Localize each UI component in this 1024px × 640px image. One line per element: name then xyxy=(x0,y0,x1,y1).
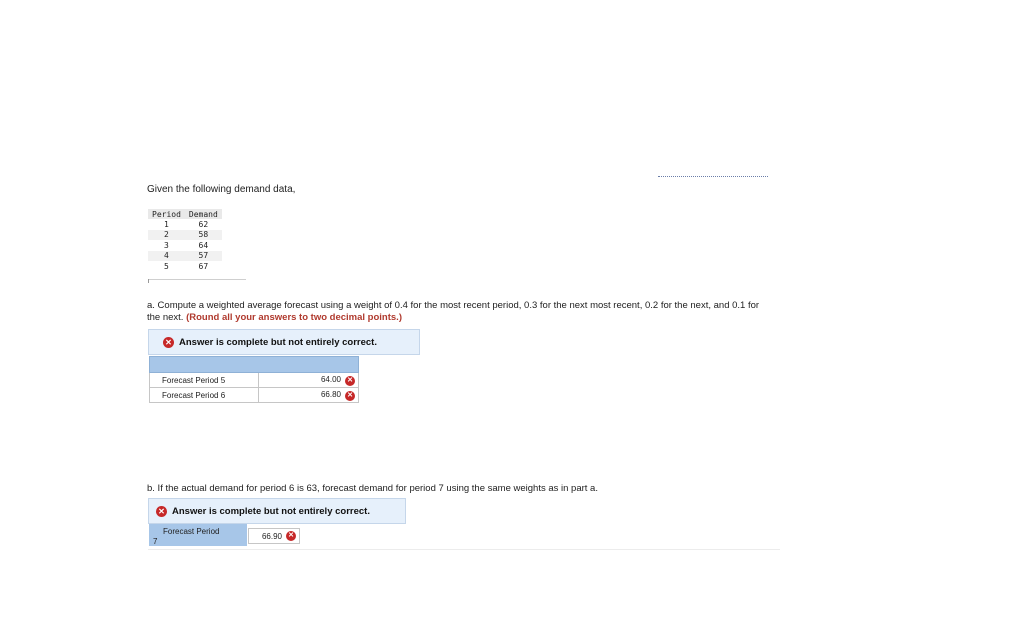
period-cell: 5 xyxy=(164,261,169,271)
table-divider-tick xyxy=(148,279,149,283)
period-cell: 3 xyxy=(164,240,169,250)
forecast-answer-field[interactable] xyxy=(259,388,359,403)
table-row xyxy=(150,388,359,403)
forecast-answer-field[interactable] xyxy=(248,528,300,544)
period-cell: 4 xyxy=(148,251,185,262)
table-row xyxy=(150,373,359,388)
table-row xyxy=(148,219,222,230)
part-a-question-text: a. Compute a weighted average forecast using a weight of 0.4 for the most recent period, 0.3 for the next most recent, 0.2 for the next, and 0.1 for the next. xyxy=(147,300,760,323)
period-header: Period xyxy=(148,209,185,219)
table-divider xyxy=(148,279,246,280)
demand-cell: 58 xyxy=(185,230,222,241)
period-cell: 2 xyxy=(148,230,185,241)
demand-cell: 67 xyxy=(198,261,209,271)
demand-cell: 62 xyxy=(198,219,209,229)
banner-text: Answer is complete but not entirely correct. xyxy=(179,336,377,348)
bottom-divider xyxy=(148,549,780,550)
table-row xyxy=(148,230,222,241)
forecast-label: Forecast Period xyxy=(163,527,220,536)
x-circle-icon: ✕ xyxy=(345,391,355,401)
table-row xyxy=(148,261,222,272)
forecast-value: 64.00 xyxy=(320,374,341,384)
x-circle-icon: ✕ xyxy=(345,376,355,386)
period-cell: 1 xyxy=(164,219,169,229)
demand-cell: 64 xyxy=(198,240,209,250)
forecast-label: Forecast Period 6 xyxy=(150,388,259,403)
forecast-value: 66.90 xyxy=(261,531,282,541)
forecast-label: Forecast Period 5 xyxy=(150,373,259,388)
answer-table xyxy=(149,356,359,403)
header-cell xyxy=(150,357,359,373)
x-circle-icon: ✕ xyxy=(156,506,167,517)
table-row xyxy=(148,240,222,251)
answer-status-banner xyxy=(148,498,406,524)
demand-header: Demand xyxy=(185,209,222,219)
period-number: 7 xyxy=(153,537,158,546)
table-row xyxy=(148,251,222,262)
intro-text: Given the following demand data, xyxy=(147,184,296,195)
forecast-answer-field[interactable] xyxy=(259,373,359,388)
part-b-question: b. If the actual demand for period 6 is 63, forecast demand for period 7 using the same weights as in part a. xyxy=(147,483,598,494)
x-circle-icon: ✕ xyxy=(286,531,296,541)
demand-cell: 57 xyxy=(185,251,222,262)
forecast-value: 66.80 xyxy=(320,389,341,399)
answer-status-banner xyxy=(148,329,420,355)
answer-table-header xyxy=(150,357,359,373)
x-circle-icon: ✕ xyxy=(163,337,174,348)
part-a-question xyxy=(147,300,767,324)
banner-text: Answer is complete but not entirely correct. xyxy=(172,505,370,517)
demand-table xyxy=(148,209,222,272)
dotted-divider xyxy=(658,176,768,177)
round-note: (Round all your answers to two decimal points.) xyxy=(186,312,402,323)
forecast-period-7-label xyxy=(149,524,247,546)
